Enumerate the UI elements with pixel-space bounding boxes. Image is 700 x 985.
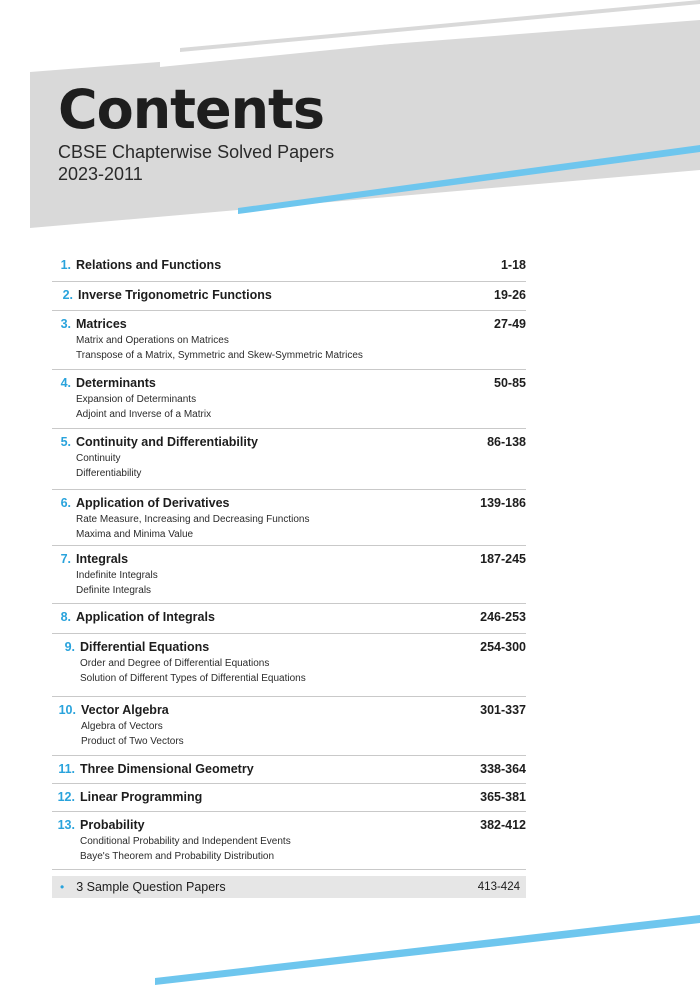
chapter-pages: 27-49: [494, 317, 526, 331]
subtopic: Product of Two Vectors: [81, 736, 184, 747]
toc-entry[interactable]: [52, 252, 526, 282]
chapter-title: Differential Equations: [80, 640, 210, 654]
subtopic: Transpose of a Matrix, Symmetric and Skew-Symmetric Matrices: [76, 350, 363, 361]
chapter-pages: 338-364: [480, 762, 526, 776]
chapter-number: 3.: [60, 317, 71, 331]
page-title: Contents: [58, 78, 325, 141]
toc-entry-heading: [52, 818, 526, 832]
toc-entry-left: [52, 762, 254, 776]
toc-entry[interactable]: [52, 604, 526, 634]
toc-entry-left: [52, 703, 169, 717]
toc-entry-heading: [52, 258, 526, 272]
chapter-number: 10.: [58, 703, 76, 717]
toc-entry-left: [52, 610, 215, 624]
toc-entry-left: [52, 317, 127, 331]
subtopic: Order and Degree of Differential Equations: [80, 658, 270, 669]
chapter-title: Relations and Functions: [76, 258, 222, 272]
subtopic: Matrix and Operations on Matrices: [76, 335, 229, 346]
subtopic: Rate Measure, Increasing and Decreasing Functions: [76, 514, 310, 525]
toc-entry[interactable]: [52, 370, 526, 429]
toc-entry-left: [52, 258, 221, 272]
subtopic: Differentiability: [76, 468, 142, 479]
toc-entry-left: [52, 640, 209, 654]
chapter-pages: 187-245: [480, 552, 526, 566]
table-of-contents: [52, 252, 526, 870]
chapter-pages: 19-26: [494, 288, 526, 302]
toc-entry-heading: [52, 762, 526, 776]
chapter-number: 9.: [64, 640, 75, 654]
chapter-title: Inverse Trigonometric Functions: [78, 288, 272, 302]
toc-entry-left: [52, 552, 128, 566]
sample-papers-row[interactable]: [52, 876, 526, 898]
toc-entry-left: [52, 288, 272, 302]
toc-entry[interactable]: [52, 812, 526, 870]
chapter-number: 5.: [60, 435, 71, 449]
subtitle-line-2: 2023-2011: [58, 164, 143, 184]
bottom-blue-stripe: [155, 915, 700, 985]
chapter-number: 6.: [60, 496, 71, 510]
chapter-title: Vector Algebra: [81, 703, 169, 717]
chapter-pages: 254-300: [480, 640, 526, 654]
chapter-title: Three Dimensional Geometry: [80, 762, 254, 776]
subtopic: Solution of Different Types of Differential Equations: [80, 673, 306, 684]
toc-entry-heading: [52, 496, 526, 510]
subtopic: Conditional Probability and Independent Events: [80, 836, 291, 847]
toc-entry[interactable]: [52, 756, 526, 784]
toc-entry[interactable]: [52, 784, 526, 812]
subtopic: Expansion of Determinants: [76, 394, 197, 405]
toc-entry-heading: [52, 435, 526, 449]
chapter-title: Probability: [80, 818, 145, 832]
toc-entry-heading: [52, 790, 526, 804]
toc-entry-left: [52, 376, 156, 390]
subtopic: Baye's Theorem and Probability Distribution: [80, 851, 275, 862]
toc-entry[interactable]: [52, 490, 526, 546]
chapter-title: Integrals: [76, 552, 129, 566]
chapter-number: 11.: [58, 762, 75, 776]
toc-entry-heading: [52, 703, 526, 717]
chapter-title: Determinants: [76, 376, 156, 390]
toc-entry[interactable]: [52, 429, 526, 490]
toc-entry-heading: [52, 288, 526, 302]
chapter-title: Continuity and Differentiability: [76, 435, 258, 449]
toc-entry-heading: [52, 552, 526, 566]
sample-papers-pages: 413-424: [477, 881, 520, 893]
chapter-pages: 50-85: [494, 376, 526, 390]
chapter-pages: 139-186: [480, 496, 526, 510]
chapter-pages: 365-381: [480, 790, 526, 804]
toc-entry[interactable]: [52, 546, 526, 604]
subtopic: Adjoint and Inverse of a Matrix: [76, 409, 212, 420]
toc-entry[interactable]: [52, 634, 526, 697]
toc-entry-heading: [52, 376, 526, 390]
chapter-title: Linear Programming: [80, 790, 203, 804]
toc-entry-left: [52, 790, 202, 804]
toc-entry-left: [52, 818, 145, 832]
chapter-pages: 86-138: [487, 435, 526, 449]
subtopic: Maxima and Minima Value: [76, 529, 194, 540]
toc-entry-left: [52, 435, 258, 449]
toc-entry-heading: [52, 640, 526, 654]
toc-entry-left: [52, 496, 230, 510]
header: [58, 80, 334, 184]
chapter-pages: 1-18: [500, 258, 526, 272]
chapter-pages: 382-412: [480, 818, 526, 832]
chapter-number: 4.: [60, 376, 71, 390]
chapter-number: 12.: [57, 790, 75, 804]
subtopic: Continuity: [76, 453, 121, 464]
subtitle-line-1: CBSE Chapterwise Solved Papers: [58, 142, 335, 162]
chapter-number: 13.: [57, 818, 75, 832]
chapter-pages: 301-337: [480, 703, 526, 717]
subtopic: Indefinite Integrals: [76, 570, 158, 581]
toc-entry-heading: [52, 610, 526, 624]
chapter-title: Application of Integrals: [76, 610, 215, 624]
chapter-title: Application of Derivatives: [76, 496, 230, 510]
chapter-number: 8.: [60, 610, 71, 624]
subtopic: Definite Integrals: [76, 585, 152, 596]
toc-entry[interactable]: [52, 311, 526, 370]
chapter-number: 1.: [60, 258, 71, 272]
toc-entry-heading: [52, 317, 526, 331]
toc-entry[interactable]: [52, 282, 526, 311]
toc-entry[interactable]: [52, 697, 526, 756]
sample-papers-label: 3 Sample Question Papers: [76, 880, 226, 894]
chapter-number: 7.: [60, 552, 71, 566]
subtopic: Algebra of Vectors: [81, 721, 163, 732]
chapter-pages: 246-253: [480, 610, 526, 624]
chapter-number: 2.: [62, 288, 73, 302]
bullet-icon: •: [60, 880, 65, 894]
chapter-title: Matrices: [76, 317, 127, 331]
